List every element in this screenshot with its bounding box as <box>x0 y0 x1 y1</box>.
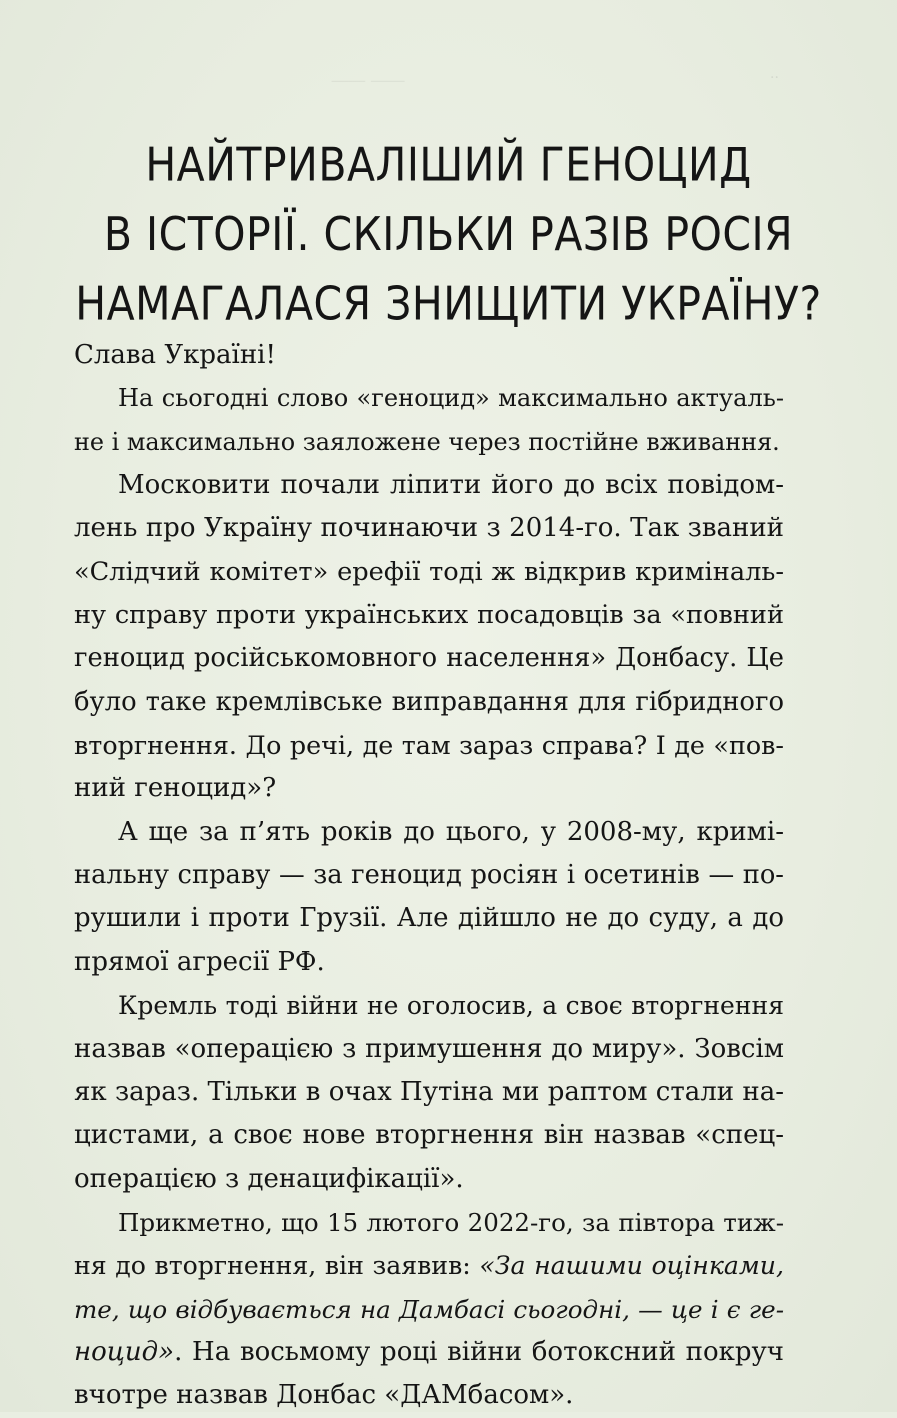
paragraph-2-line-5: геноцид російськомовного населення» Донбасу. Це <box>74 643 784 674</box>
paragraph-5-line-5: вчотре назвав Донбас «ДАМбасом». <box>74 1380 574 1411</box>
paragraph-2-line-3: «Слідчий комітет» ерефії тоді ж відкрив криміналь- <box>74 556 784 587</box>
paragraph-2-line-6: було таке кремлівське виправдання для гібридного <box>74 686 784 717</box>
paragraph-1-line-2: не і максимально заяложене через постійне вживання. <box>74 427 780 456</box>
paragraph-4-line-1: Кремль тоді війни не оголосив, а своє вторгнення <box>118 991 784 1021</box>
paragraph-3-line-1: А ще за п’ять років до цього, у 2008-му, кримі- <box>118 816 784 847</box>
running-head-ghost <box>0 70 897 90</box>
body-text <box>74 334 784 1418</box>
chapter-title <box>60 130 837 338</box>
paragraph-4-line-3: як зараз. Тільки в очах Путіна ми раптом стали на- <box>74 1076 784 1107</box>
paragraph-5-line-2-regular: ня до вторгнення, він заявив: <box>74 1251 480 1281</box>
paragraph-5-line-3 <box>74 1288 784 1331</box>
paragraph-5-line-1: Прикметно, що 15 лютого 2022-го, за півтора тиж- <box>118 1207 784 1237</box>
paragraph-3-line-3: рушили і проти Грузії. Але дійшло не до суду, а до <box>74 903 784 934</box>
paragraph-5-line-4 <box>74 1331 784 1374</box>
greeting-line: Слава Україні! <box>74 340 276 370</box>
page-number-decoration: ·· <box>770 70 779 86</box>
running-head-decoration: ⸻ ⸻ <box>330 73 405 89</box>
quote-start: «За нашими оцінками, <box>479 1251 784 1281</box>
paragraph-4-line-5: операцією з денацифікації». <box>74 1163 464 1194</box>
paragraph-2-line-7: вторгнення. До речі, де там зараз справа? І де «пов- <box>74 730 784 761</box>
chapter-title-line-3: НАМАГАЛАСЯ ЗНИЩИТИ УКРАЇНУ? <box>75 276 822 331</box>
paragraph-2-line-1: Московити почали ліпити його до всіх повідом- <box>118 470 784 501</box>
paragraph-3-line-4: прямої агресії РФ. <box>74 946 325 977</box>
chapter-title-line-1: НАЙТРИВАЛІШИЙ ГЕНОЦИД <box>145 137 752 192</box>
paragraph-5-line-4-regular: . На восьмому році війни ботоксний покруч <box>174 1336 784 1367</box>
paragraph-2-line-4: ну справу проти українських посадовців за «повний <box>74 600 784 631</box>
paragraph-5-line-2 <box>74 1244 784 1287</box>
paragraph-3-line-2: нальну справу — за геноцид росіян і осетинів — по- <box>74 860 784 891</box>
paragraph-4-line-2: назвав «операцією з примушення до миру». Зовсім <box>74 1033 784 1064</box>
quote-middle: те, що відбувається на Дамбасі сьогодні, — це і є ге- <box>74 1294 784 1324</box>
paragraph-1-line-1: На сьогодні слово «геноцид» максимально актуаль- <box>118 384 784 413</box>
quote-end: ноцид» <box>74 1336 175 1367</box>
paragraph-2-line-2: лень про Україну починаючи з 2014-го. Так званий <box>74 513 784 544</box>
paragraph-2-line-8: ний геноцид»? <box>74 773 277 804</box>
chapter-title-line-2: В ІСТОРІЇ. СКІЛЬКИ РАЗІВ РОСІЯ <box>103 207 794 262</box>
paragraph-4-line-4: цистами, а своє нове вторгнення він назвав «спец- <box>74 1120 784 1151</box>
